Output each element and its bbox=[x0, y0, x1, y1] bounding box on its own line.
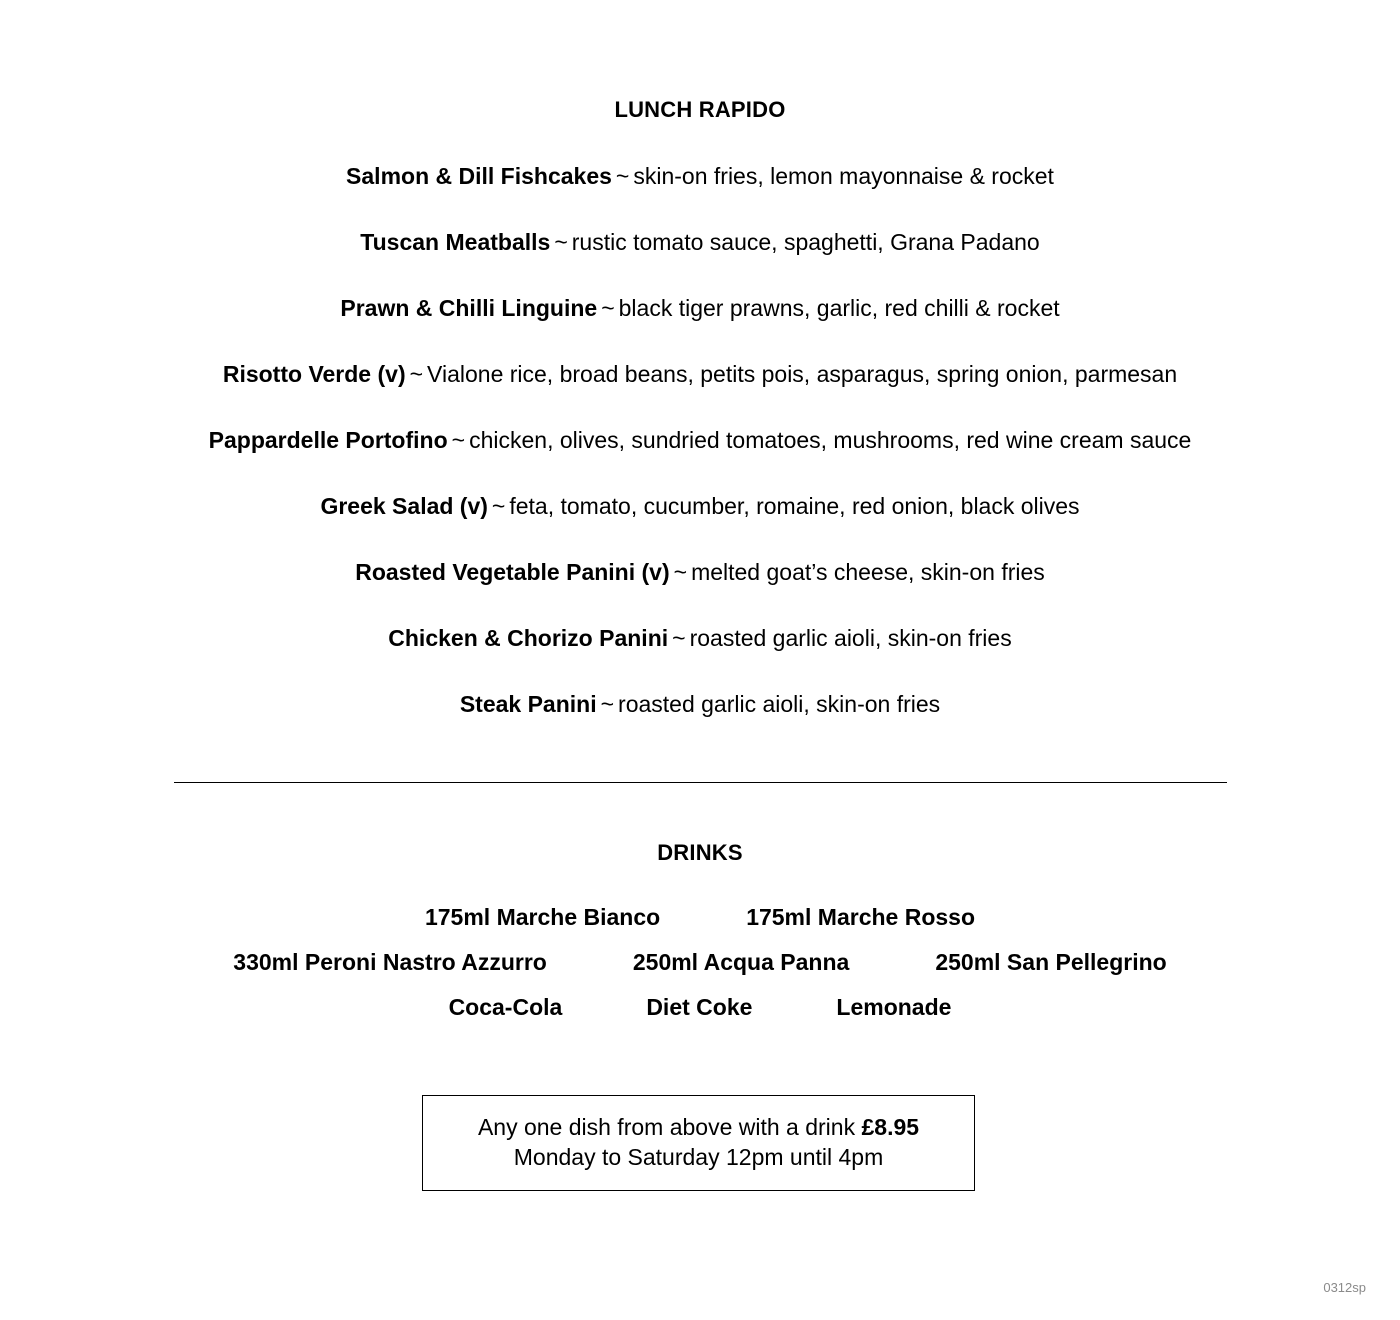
dish-description: feta, tomato, cucumber, romaine, red onion, black olives bbox=[509, 493, 1080, 519]
dish-name: Roasted Vegetable Panini (v) bbox=[355, 559, 670, 585]
dish-name: Tuscan Meatballs bbox=[360, 229, 551, 255]
dish-separator: ~ bbox=[491, 493, 506, 519]
drinks-row bbox=[0, 992, 1400, 1022]
drink-item: Coca-Cola bbox=[448, 994, 563, 1020]
dish-description: black tiger prawns, garlic, red chilli & rocket bbox=[618, 295, 1060, 321]
dish-description: skin-on fries, lemon mayonnaise & rocket bbox=[633, 163, 1054, 189]
dish-separator: ~ bbox=[615, 163, 630, 189]
reference-code: 0312sp bbox=[1323, 1280, 1366, 1295]
dish-description: Vialone rice, broad beans, petits pois, asparagus, spring onion, parmesan bbox=[427, 361, 1178, 387]
dish-name: Risotto Verde (v) bbox=[222, 361, 406, 387]
dish-separator: ~ bbox=[451, 427, 466, 453]
drinks-row bbox=[0, 902, 1400, 932]
offer-box bbox=[422, 1095, 975, 1191]
offer-line bbox=[423, 1112, 974, 1142]
dish-item bbox=[0, 424, 1400, 490]
dish-item bbox=[0, 226, 1400, 292]
drinks-row bbox=[0, 947, 1400, 977]
drink-item: 250ml San Pellegrino bbox=[935, 949, 1167, 975]
dish-item bbox=[0, 292, 1400, 358]
dish-description: roasted garlic aioli, skin-on fries bbox=[689, 625, 1012, 651]
dish-description: rustic tomato sauce, spaghetti, Grana Padano bbox=[571, 229, 1040, 255]
lunch-heading: LUNCH RAPIDO bbox=[614, 97, 786, 122]
drink-item: 175ml Marche Bianco bbox=[424, 904, 661, 930]
dish-separator: ~ bbox=[672, 625, 686, 651]
drink-item: 175ml Marche Rosso bbox=[746, 904, 976, 930]
drink-item: Diet Coke bbox=[646, 994, 753, 1020]
dish-name: Prawn & Chilli Linguine bbox=[340, 295, 598, 321]
dish-name: Chicken & Chorizo Panini bbox=[388, 625, 669, 651]
dish-name: Pappardelle Portofino bbox=[208, 427, 448, 453]
dish-item bbox=[0, 688, 1400, 754]
dish-item bbox=[0, 490, 1400, 556]
dish-separator: ~ bbox=[673, 559, 688, 585]
dish-item bbox=[0, 358, 1400, 424]
drink-item: 250ml Acqua Panna bbox=[632, 949, 850, 975]
dish-item bbox=[0, 622, 1400, 688]
section-divider bbox=[174, 782, 1227, 783]
drinks-heading: DRINKS bbox=[657, 840, 743, 865]
offer-price: £8.95 bbox=[861, 1114, 920, 1140]
dish-name: Steak Panini bbox=[459, 691, 597, 717]
offer-hours: Monday to Saturday 12pm until 4pm bbox=[513, 1144, 884, 1170]
dish-name: Salmon & Dill Fishcakes bbox=[346, 163, 612, 189]
dish-separator: ~ bbox=[554, 229, 568, 255]
dish-description: roasted garlic aioli, skin-on fries bbox=[618, 691, 941, 717]
dish-description: melted goat’s cheese, skin-on fries bbox=[691, 559, 1045, 585]
dish-separator: ~ bbox=[601, 295, 615, 321]
dish-description: chicken, olives, sundried tomatoes, mushrooms, red wine cream sauce bbox=[469, 427, 1192, 453]
drink-item: Lemonade bbox=[836, 994, 952, 1020]
dish-list bbox=[0, 160, 1400, 754]
dish-separator: ~ bbox=[600, 691, 615, 717]
offer-text: Any one dish from above with a drink bbox=[477, 1114, 856, 1140]
dish-item bbox=[0, 556, 1400, 622]
dish-name: Greek Salad (v) bbox=[320, 493, 488, 519]
drink-item: 330ml Peroni Nastro Azzurro bbox=[233, 949, 547, 975]
dish-item bbox=[0, 160, 1400, 226]
dish-separator: ~ bbox=[409, 361, 424, 387]
